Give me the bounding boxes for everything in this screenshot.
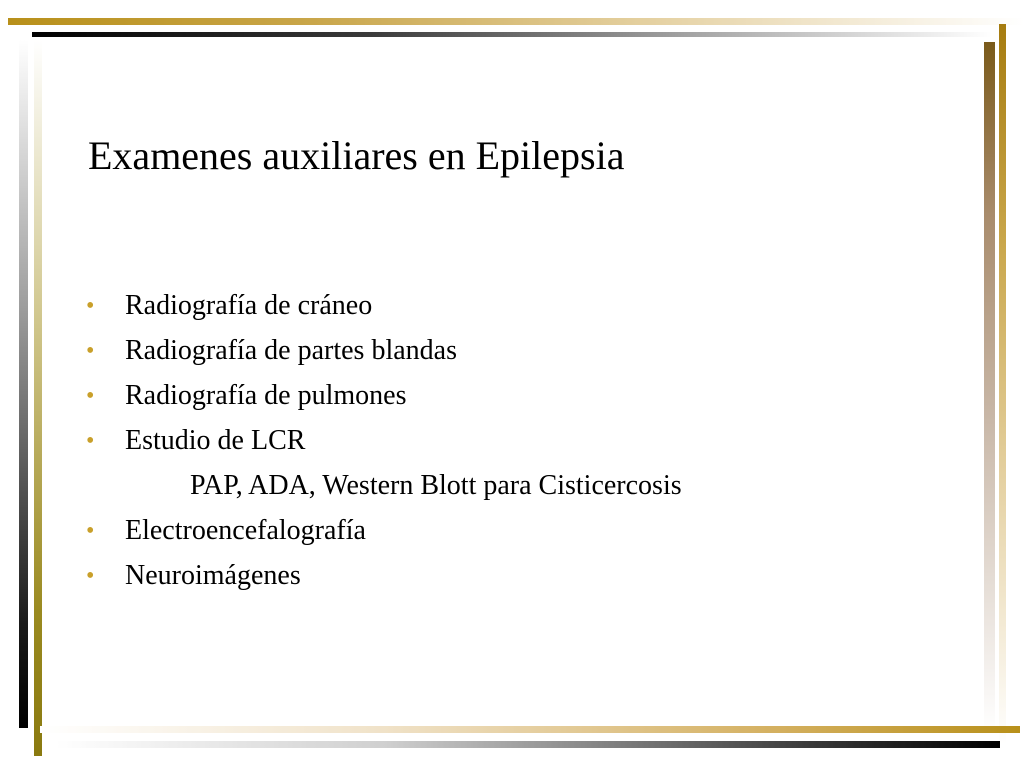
right-gold-bar <box>999 24 1006 744</box>
bullet-item-label: Radiografía de partes blandas <box>125 335 457 366</box>
top-gold-bar <box>8 18 1024 25</box>
left-black-bar <box>19 40 28 728</box>
bullet-icon: • <box>86 338 95 364</box>
bullet-item-label: Radiografía de cráneo <box>125 290 373 321</box>
bullet-icon: • <box>86 563 95 589</box>
bullet-icon: • <box>86 518 95 544</box>
slide-title: Examenes auxiliares en Epilepsia <box>88 133 625 178</box>
bullet-icon: • <box>86 383 95 409</box>
right-dark-bar <box>984 42 995 732</box>
bottom-black-bar <box>56 741 1000 748</box>
sub-item-label: PAP, ADA, Western Blott para Cisticercosis <box>190 470 682 501</box>
bottom-gold-bar <box>40 726 1020 733</box>
top-black-bar <box>32 32 992 37</box>
bullet-icon: • <box>86 293 95 319</box>
bullet-item-label: Estudio de LCR <box>125 425 306 456</box>
bullet-icon: • <box>86 428 95 454</box>
bullet-item-label: Neuroimágenes <box>125 560 301 591</box>
left-olive-bar <box>34 40 42 756</box>
bullet-item-label: Radiografía de pulmones <box>125 380 407 411</box>
bullet-item-label: Electroencefalografía <box>125 515 366 546</box>
